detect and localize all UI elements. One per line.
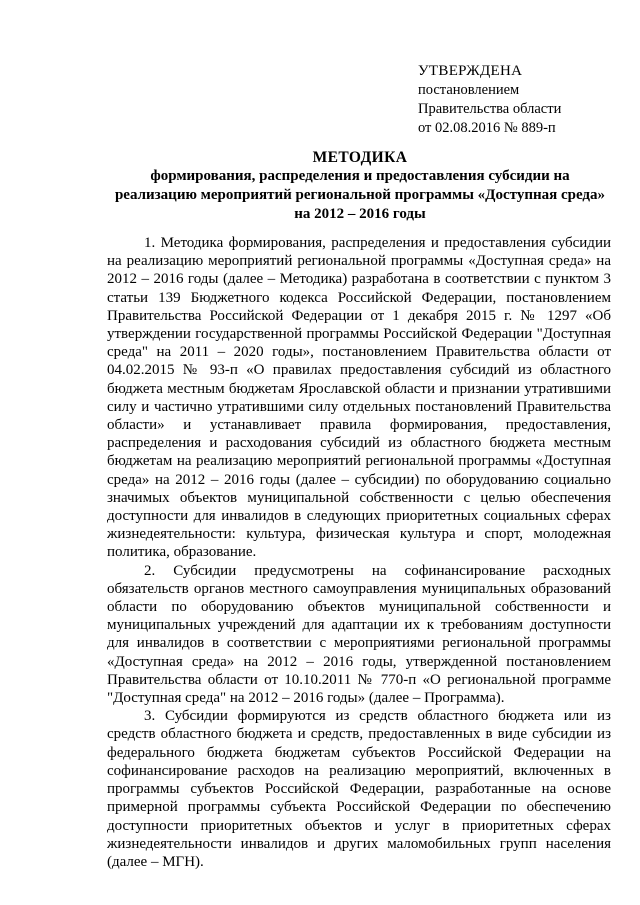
paragraph-2: 2. Субсидии предусмотрены на софинансирование расходных обязательств органов местного самоуправления муниципальных образований области по оборудованию объектов муниципальной собственности и муниципальных учреждений для адаптации их к требованиям доступности для инвалидов в соответствии с мероприятиями региональной программы «Доступная среда» на 2012 – 2016 годы, утвержденной постановлением Правительства области от 10.10.2011 № 770-п «О региональной программе "Доступная среда" на 2012 – 2016 годы» (далее – Программа).	[107, 562, 611, 707]
paragraph-3: 3. Субсидии формируются из средств областного бюджета или из средств областного бюджета и средств, предоставленных в виде субсидии из федерального бюджета бюджетам субъектов Российской Федерации на софинансирование расходов на реализацию мероприятий, включенных в программы субъектов Российской Федерации, разработанные на основе примерной программы субъекта Российской Федерации по обеспечению доступности приоритетных объектов и услуг в приоритетных сферах жизнедеятельности инвалидов и других маломобильных групп населения (далее – МГН).	[107, 708, 611, 870]
document-title: МЕТОДИКА	[312, 149, 408, 166]
document-subtitle-line-3: на 2012 – 2016 годы	[294, 206, 426, 222]
approval-title: УТВЕРЖДЕНА	[418, 63, 523, 79]
document-body	[107, 234, 611, 871]
approval-line-1: постановлением	[418, 82, 520, 98]
document-title-block	[90, 148, 630, 224]
document-subtitle-line-1: формирования, распределения и предоставления субсидии на	[150, 168, 570, 184]
paragraph-1: 1. Методика формирования, распределения и предоставления субсидии на реализацию мероприятий региональной программы «Доступная среда» на 2012 – 2016 годы (далее – Методика) разработана в соответствии с пунктом 3 статьи 139 Бюджетного кодекса Российской Федерации, постановлением Правительства Российской Федерации от 1 декабря 2015 г. № 1297 «Об утверждении государственной программы Российской Федерации "Доступная среда" на 2011 – 2020 годы», постановлением Правительства области от 04.02.2015 № 93-п «О правилах предоставления субсидий из областного бюджета местным бюджетам Ярославской области и признании утратившими силу и частично утратившими силу отдельных постановлений Правительства области» и устанавливает правила формирования, предоставления, распределения и расходования субсидий из областного бюджета местным бюджетам на реализацию мероприятий региональной программы «Доступная среда» на 2012 – 2016 годы (далее – субсидии) по оборудованию социально значимых объектов муниципальной собственности с целью обеспечения доступности для инвалидов в следующих приоритетных социальных сферах жизнедеятельности: культура, физическая культура и спорт, молодежная политика, образование.	[107, 235, 611, 561]
document-subtitle-line-2: реализацию мероприятий региональной программы «Доступная среда»	[114, 187, 606, 203]
approval-line-3: от 02.08.2016 № 889-п	[418, 120, 556, 136]
approval-line-2: Правительства области	[418, 101, 562, 117]
approval-stamp-block	[418, 62, 618, 138]
